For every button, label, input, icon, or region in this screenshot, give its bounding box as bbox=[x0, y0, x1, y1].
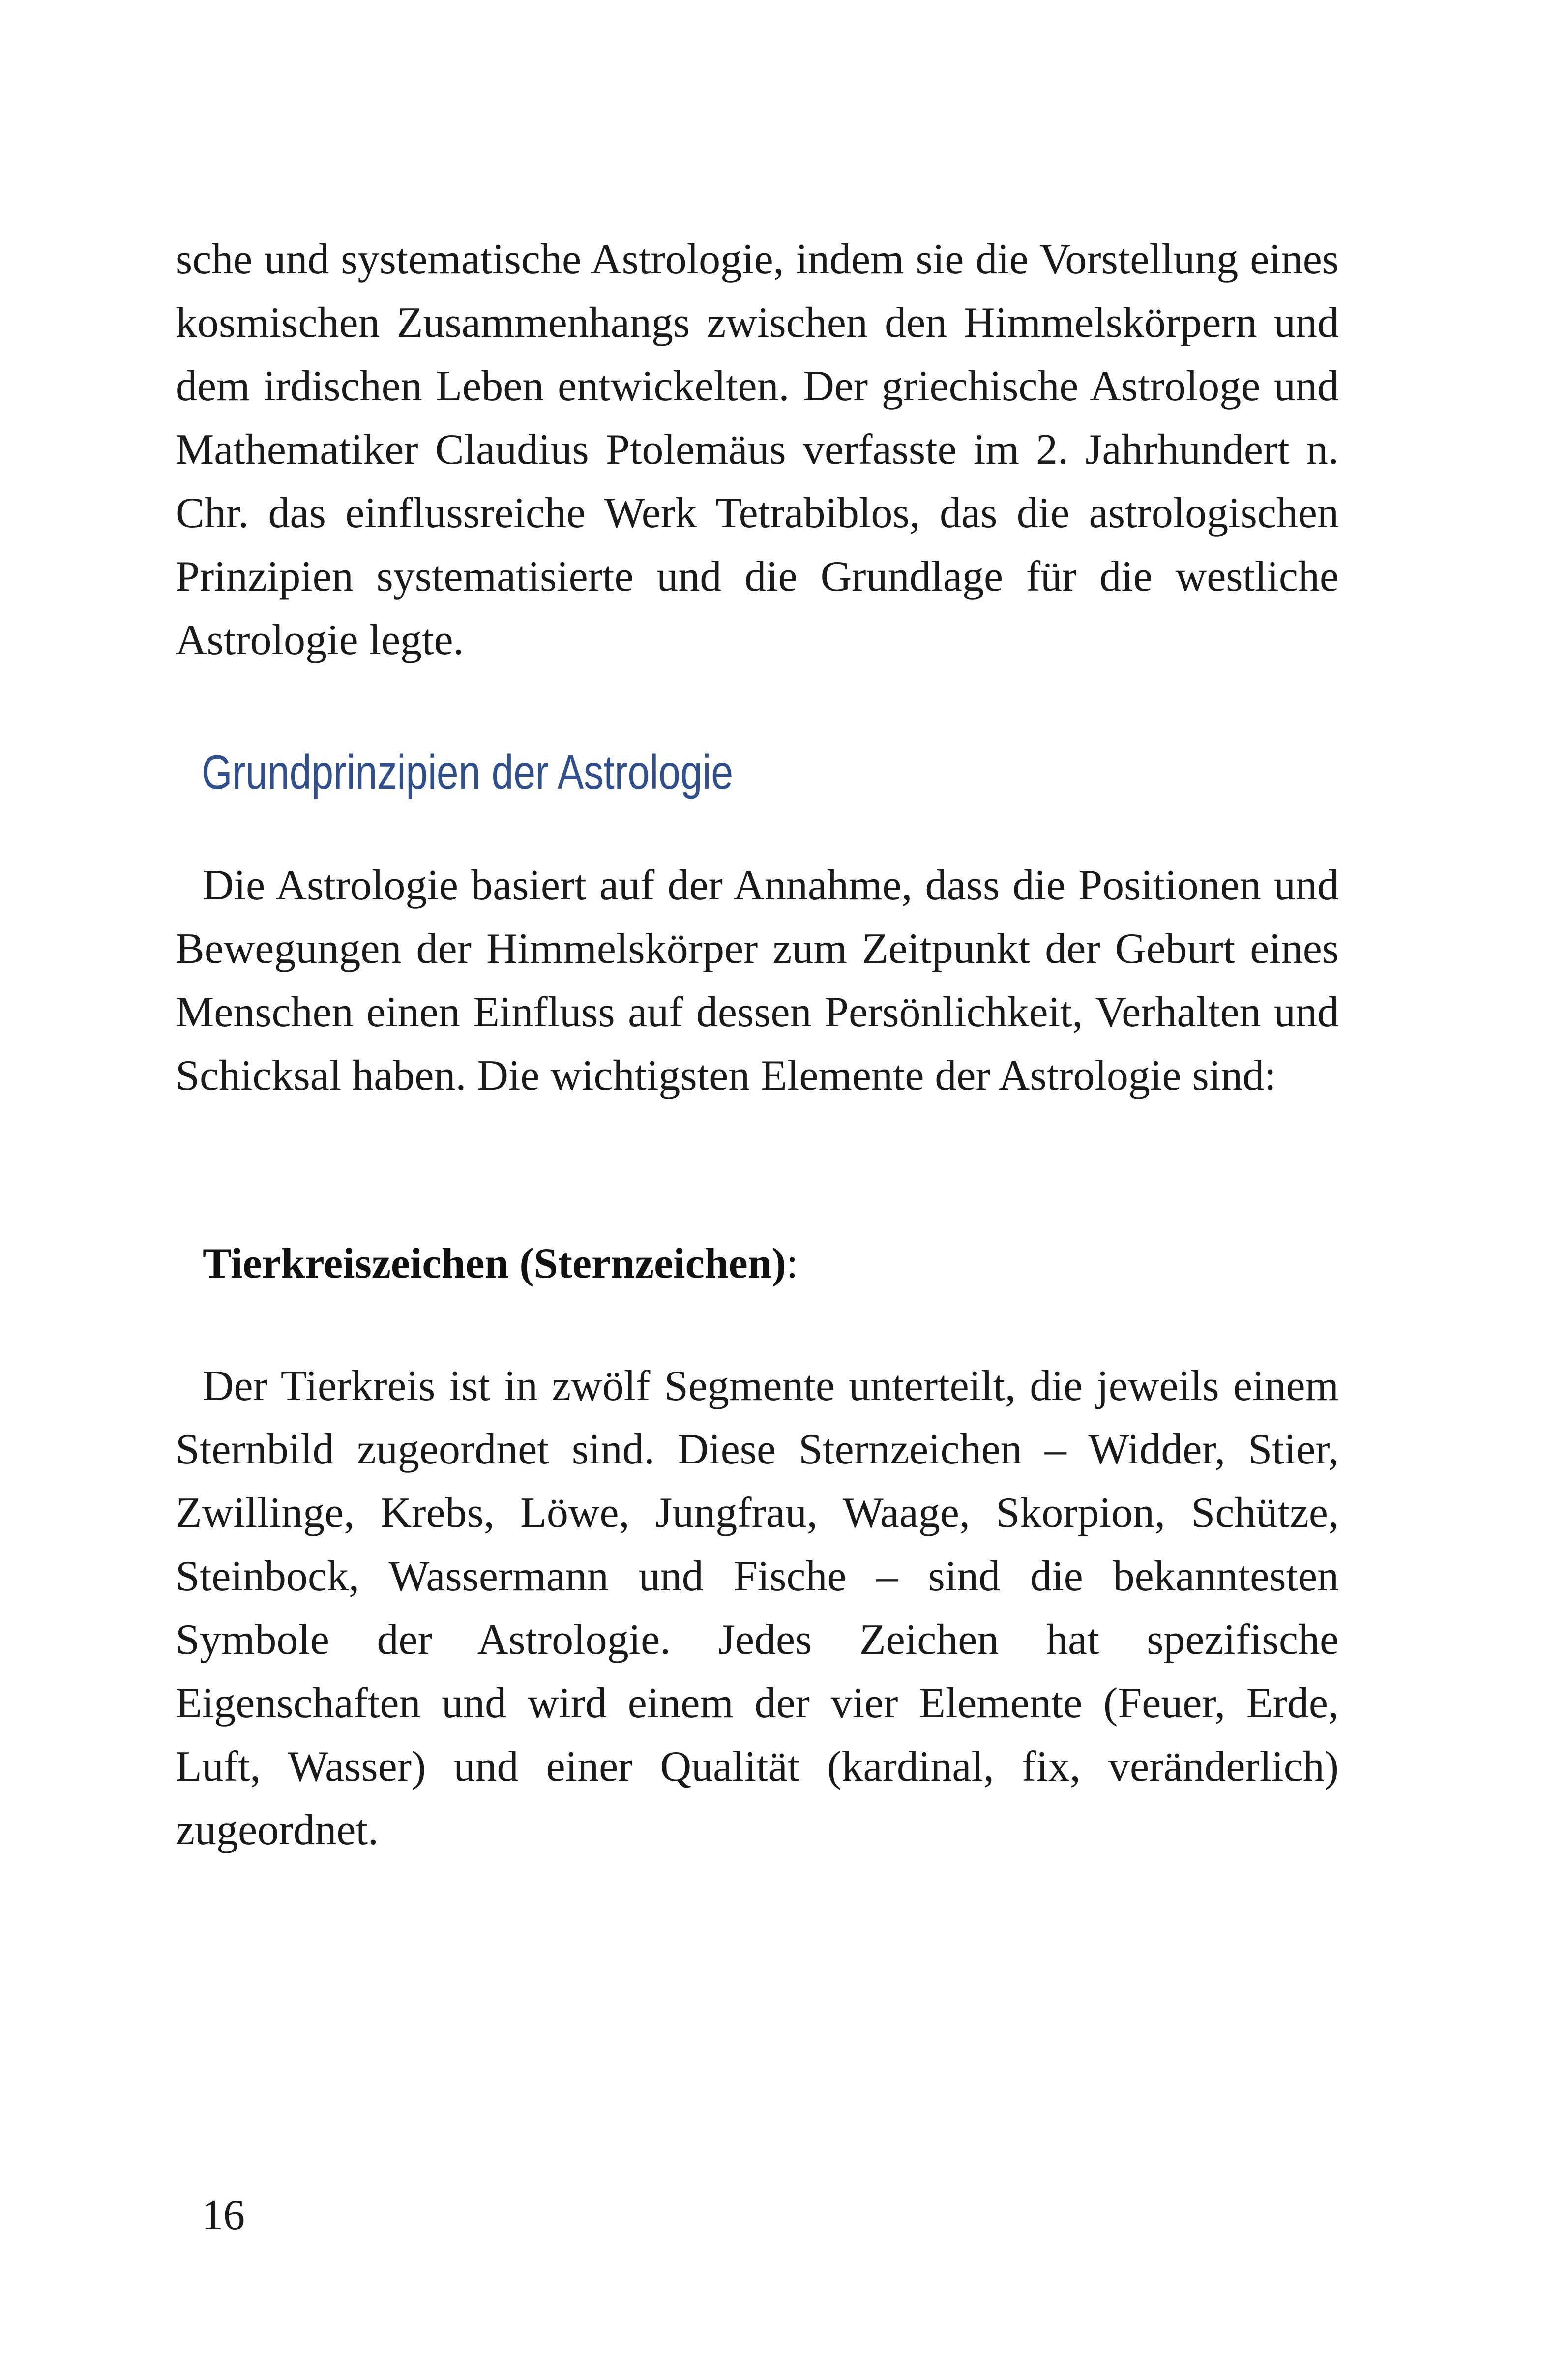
subheading-zodiac bbox=[203, 1232, 798, 1295]
page-number: 16 bbox=[202, 2191, 245, 2239]
paragraph-intro: sche und systematische Astrologie, indem sie die Vorstellung eines kosmischen Zusammenhangs zwischen den Himmelskörpern und dem irdischen Leben entwickelten. Der griechische Astrologe und Mathematiker Claudius Ptolemäus verfasste im 2. Jahrhundert n. Chr. das einflussreiche Werk Tetrabiblos, das die astrologischen Prinzipien systematisierte und die Grundlage für die westliche Astrologie legte. bbox=[176, 236, 1339, 664]
subheading-colon: : bbox=[786, 1240, 799, 1287]
section-heading: Grundprinzipien der Astrologie bbox=[202, 745, 734, 799]
paragraph-zodiac: Der Tierkreis ist in zwölf Segmente unterteilt, die jeweils einem Sternbild zugeordnet sind. Diese Sternzeichen – Widder, Stier, Zwillinge, Krebs, Löwe, Jungfrau, Waage, Skorpion, Schütze, Steinbock, Wassermann und Fische – sind die bekanntesten Symbole der Astrologie. Jedes Zeichen hat spezifische Eigenschaften und wird einem der vier Elemente (Feuer, Erde, Luft, Wasser) und einer Qualität (kardinal, fix, veränderlich) zugeordnet. bbox=[176, 1362, 1339, 1854]
paragraph-basics: Die Astrologie basiert auf der Annahme, dass die Positionen und Bewegungen der Himmelskörper zum Zeitpunkt der Geburt eines Menschen einen Einfluss auf dessen Persönlichkeit, Verhalten und Schicksal haben. Die wichtigsten Elemente der Astrologie sind: bbox=[176, 862, 1339, 1100]
subheading-bold-text: Tierkreiszeichen (Sternzeichen) bbox=[203, 1240, 786, 1287]
